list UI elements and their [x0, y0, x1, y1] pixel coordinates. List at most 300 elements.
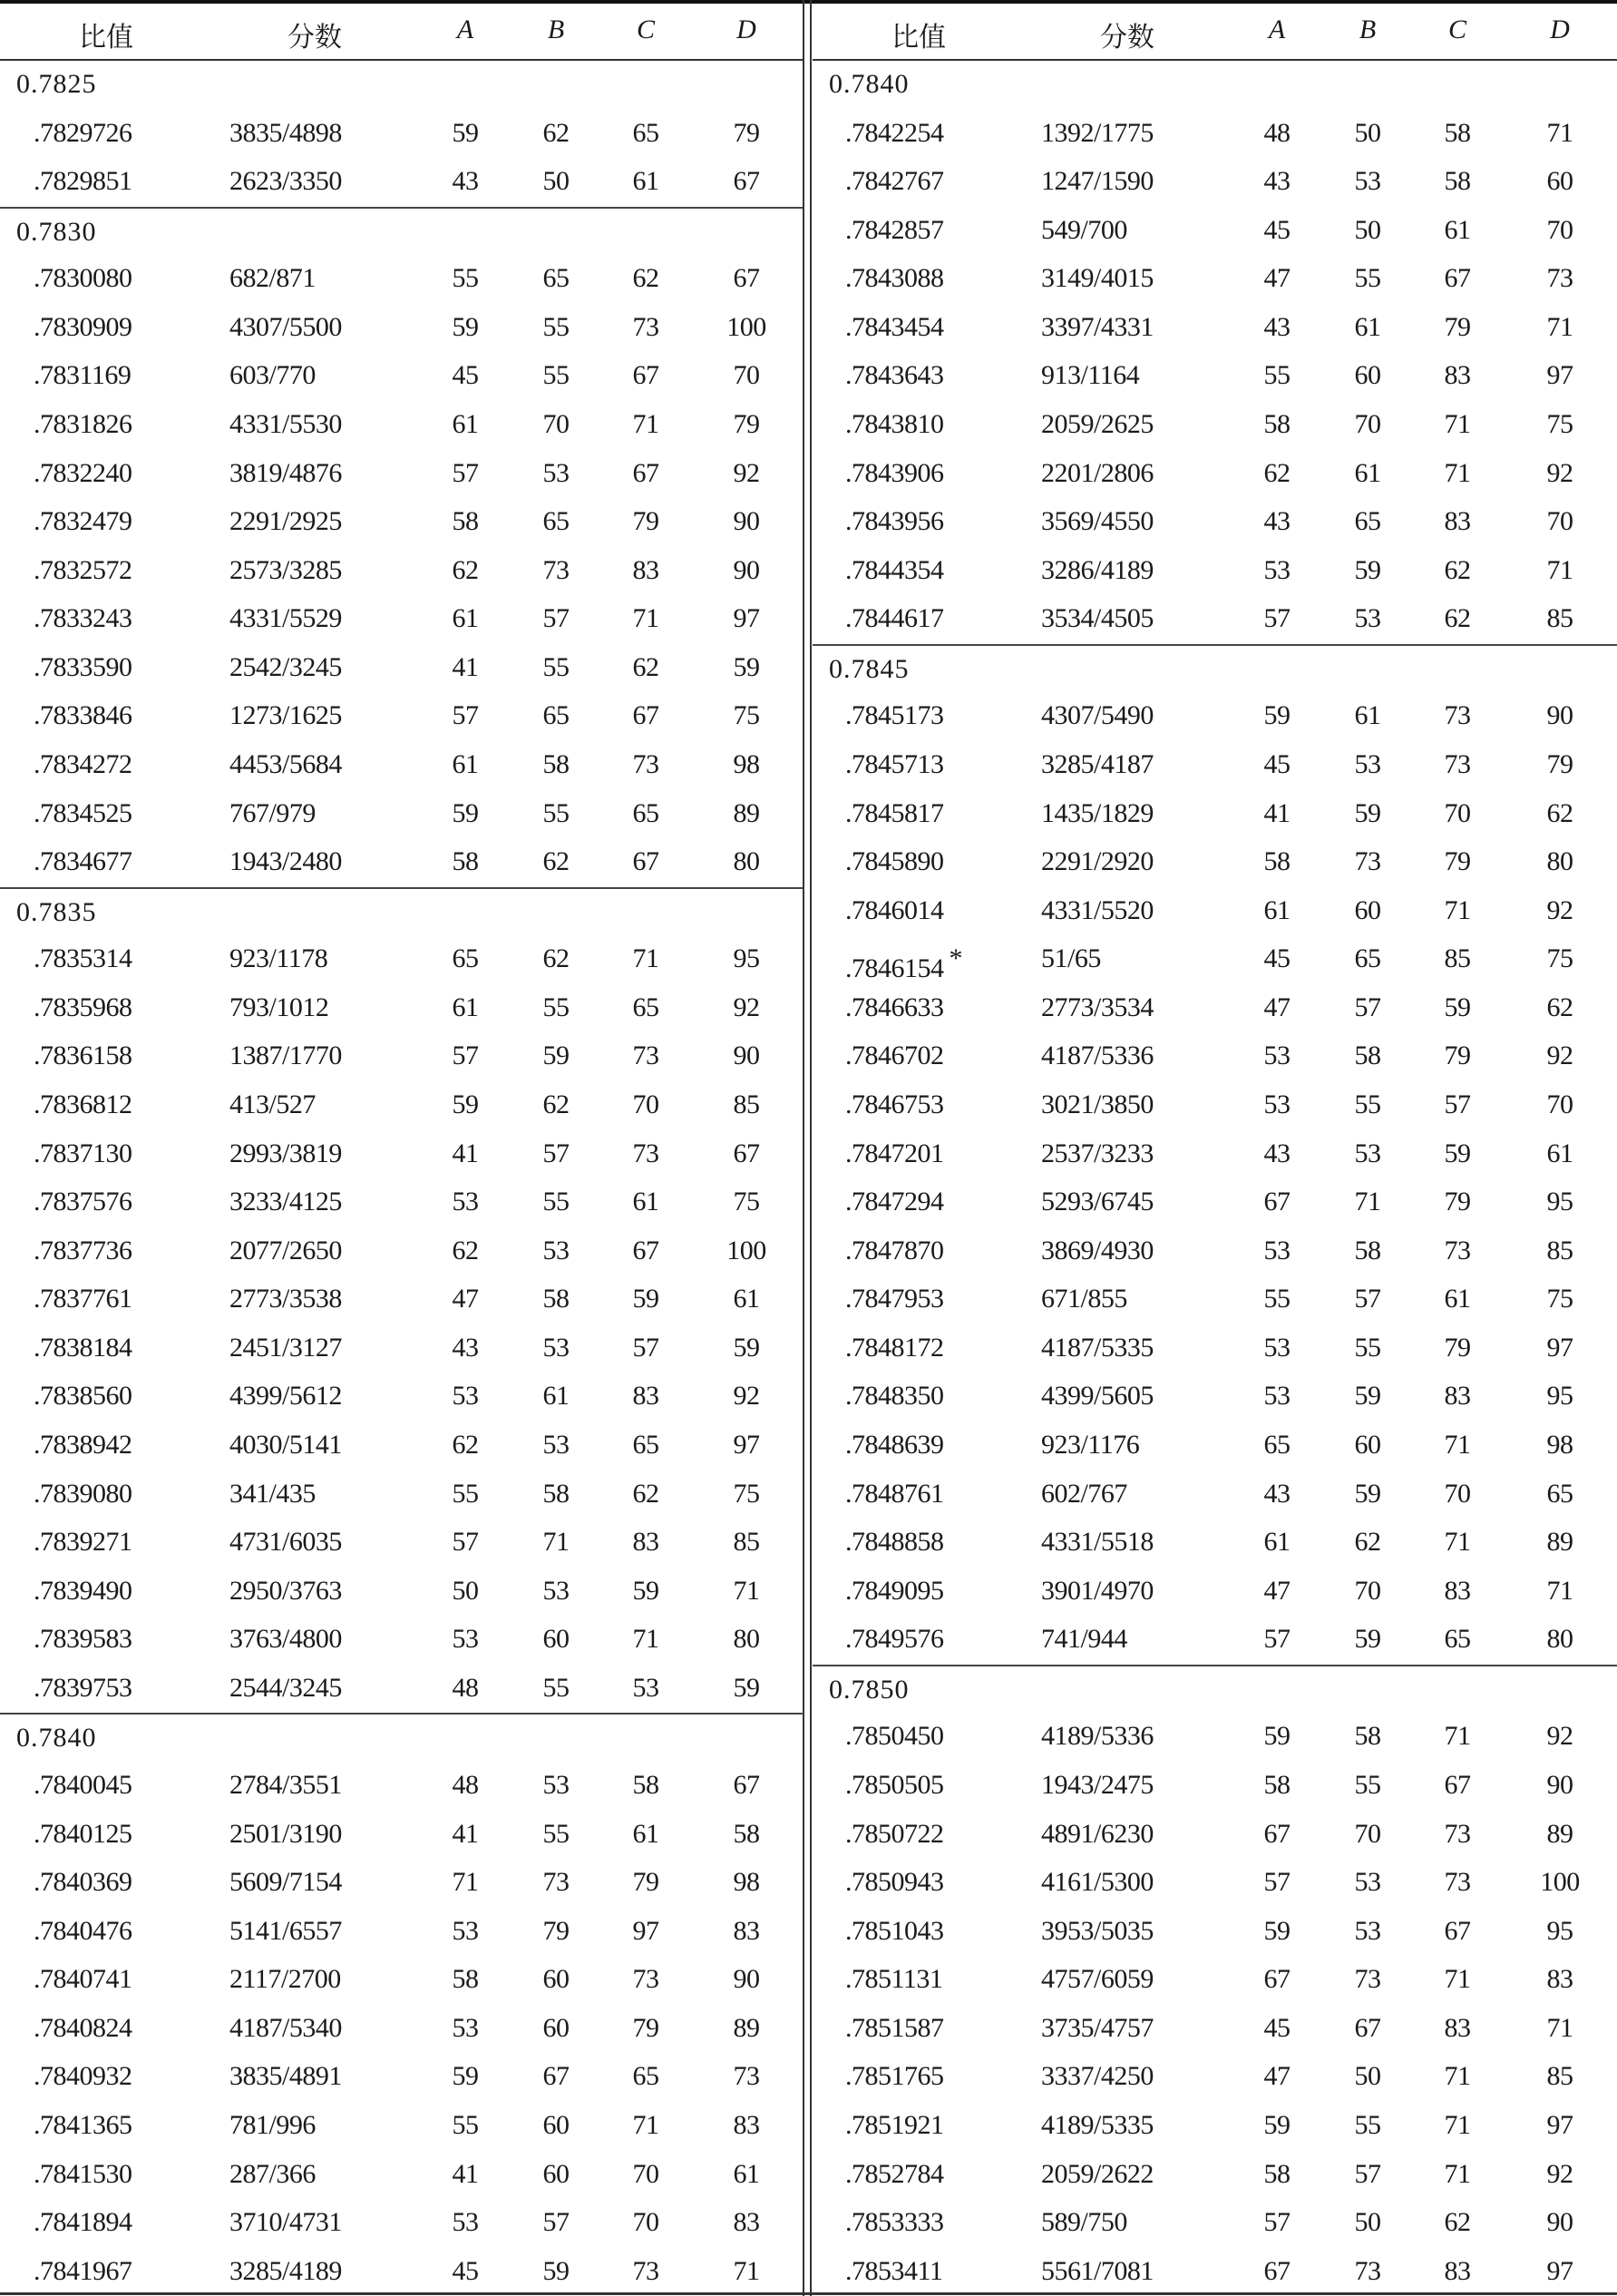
- fraction-cell: [1041, 360, 1139, 391]
- c-cell: [633, 506, 659, 537]
- fraction-cell: [229, 700, 342, 731]
- a-cell: [1264, 1867, 1291, 1898]
- a-cell: [1264, 2256, 1291, 2287]
- a-cell: [453, 1430, 479, 1461]
- b-cell: [543, 1673, 570, 1704]
- c-cell: [1445, 118, 1471, 149]
- a-cell-text: 62: [452, 554, 479, 585]
- b-cell: [1355, 1770, 1381, 1801]
- c-cell-text: 61: [632, 166, 659, 197]
- fraction-cell-text: 5293/6745: [1041, 1187, 1154, 1217]
- d-cell: [734, 409, 760, 440]
- fraction-cell: [1041, 1284, 1127, 1314]
- a-cell-text: 43: [1263, 506, 1291, 537]
- b-cell: [543, 1867, 570, 1898]
- fraction-cell-text: 2542/3245: [229, 651, 342, 682]
- b-cell-text: 53: [1354, 1138, 1381, 1168]
- table-row: [813, 1519, 1617, 1568]
- a-cell-text: 59: [452, 117, 479, 148]
- b-cell: [1355, 1479, 1381, 1509]
- table-header: [0, 4, 804, 61]
- b-cell: [1355, 1089, 1381, 1120]
- fraction-cell: [1041, 506, 1154, 537]
- b-cell-text: 57: [542, 603, 570, 634]
- fraction-cell: [229, 846, 342, 877]
- d-cell-text: 62: [1546, 992, 1573, 1022]
- c-cell-text: 62: [632, 1478, 659, 1509]
- ratio-cell-text: .7847870: [845, 1235, 944, 1265]
- ratio-cell-text: .7843810: [845, 408, 944, 439]
- c-cell: [1445, 603, 1471, 634]
- b-cell-text: 59: [1354, 1624, 1381, 1655]
- fraction-cell-text: 589/750: [1041, 2207, 1127, 2238]
- fraction-cell: [1041, 1089, 1154, 1120]
- c-cell: [1445, 1187, 1471, 1217]
- fraction-cell: [1041, 118, 1154, 149]
- c-cell: [1445, 312, 1471, 343]
- b-cell-text: 57: [1354, 2158, 1381, 2189]
- a-cell-text: 53: [452, 1187, 479, 1217]
- c-cell-text: 65: [1444, 1624, 1471, 1655]
- c-cell-text: 73: [632, 2255, 659, 2286]
- ratio-cell: [34, 1236, 132, 1266]
- a-cell-text: 43: [1263, 166, 1291, 197]
- a-cell: [453, 652, 479, 683]
- ratio-cell: [34, 166, 132, 197]
- b-cell-text: 57: [542, 1138, 570, 1168]
- fraction-cell-text: 4331/5518: [1041, 1527, 1154, 1558]
- ratio-cell-text: .7848350: [845, 1381, 944, 1412]
- ratio-cell-text: .7853411: [845, 2255, 943, 2286]
- table-row: [0, 1324, 804, 1373]
- a-cell: [453, 1673, 479, 1704]
- c-cell-text: 57: [632, 1332, 659, 1363]
- d-cell-text: 71: [1546, 117, 1573, 148]
- table-row: [0, 790, 804, 839]
- c-cell: [1445, 700, 1471, 731]
- b-cell: [543, 409, 570, 440]
- b-cell-text: 58: [542, 1284, 570, 1314]
- table-row: [813, 1616, 1617, 1665]
- d-cell-text: 70: [733, 360, 760, 391]
- fraction-cell: [229, 1479, 316, 1509]
- a-cell-text: 59: [1263, 1915, 1291, 1946]
- ratio-cell: [845, 1381, 944, 1412]
- fraction-cell: [229, 1819, 342, 1850]
- b-cell: [1355, 1624, 1381, 1655]
- c-cell: [1445, 1041, 1471, 1071]
- fraction-cell: [1041, 1576, 1154, 1607]
- d-cell-text: 67: [733, 1138, 760, 1168]
- fraction-cell-text: 4731/6035: [229, 1527, 342, 1558]
- a-cell-text: 65: [1263, 1429, 1291, 1460]
- c-cell-text: 70: [632, 1089, 659, 1119]
- d-cell-text: 89: [1546, 1818, 1573, 1849]
- a-cell: [453, 1138, 479, 1169]
- ratio-cell-text: .7834677: [34, 846, 132, 877]
- d-cell: [734, 1041, 760, 1071]
- ratio-cell: [845, 1819, 944, 1850]
- d-cell-text: 85: [1546, 603, 1573, 634]
- d-cell: [734, 1770, 760, 1801]
- table-row: [813, 1811, 1617, 1860]
- table-row: [0, 1616, 804, 1665]
- c-cell: [1445, 1770, 1471, 1801]
- b-cell: [1355, 846, 1381, 877]
- c-cell-text: 61: [1444, 1284, 1471, 1314]
- a-cell: [453, 1624, 479, 1655]
- d-cell-text: 79: [1546, 748, 1573, 779]
- table-row: [813, 1568, 1617, 1617]
- b-cell-text: 53: [1354, 1867, 1381, 1898]
- ratio-cell-text: .7831826: [34, 408, 132, 439]
- b-cell-text: 60: [542, 1964, 570, 1995]
- d-cell-text: 90: [1546, 700, 1573, 731]
- b-cell-text: 59: [1354, 797, 1381, 828]
- ratio-cell-text: .7837576: [34, 1187, 132, 1217]
- d-cell-text: 92: [733, 457, 760, 488]
- fraction-cell: [229, 555, 342, 586]
- a-cell-text: 61: [1263, 894, 1291, 925]
- c-cell-text: 67: [632, 360, 659, 391]
- b-cell: [1355, 2159, 1381, 2190]
- ratio-cell-text: .7842857: [845, 214, 944, 245]
- table-row: [0, 2053, 804, 2102]
- a-cell-text: 59: [452, 797, 479, 828]
- ratio-cell-text: .7846753: [845, 1089, 944, 1119]
- fraction-cell: [229, 2013, 342, 2044]
- ratio-cell-text: .7843088: [845, 263, 944, 294]
- ratio-cell: [845, 603, 944, 634]
- table-header: [813, 4, 1617, 61]
- a-cell-text: 45: [1263, 2012, 1291, 2043]
- b-cell: [1355, 1916, 1381, 1947]
- d-cell: [1547, 1479, 1573, 1509]
- fraction-cell-text: 4307/5490: [1041, 700, 1154, 731]
- c-cell-text: 65: [632, 2061, 659, 2092]
- fraction-cell-text: 3534/4505: [1041, 603, 1154, 634]
- ratio-cell-text: .7843906: [845, 457, 944, 488]
- a-cell-text: 59: [1263, 1721, 1291, 1752]
- ratio-cell: [34, 992, 132, 1023]
- table-row: [813, 110, 1617, 159]
- header-b: B: [1359, 15, 1377, 44]
- fraction-cell: [1041, 1138, 1154, 1169]
- table-row: [813, 741, 1617, 790]
- b-cell: [543, 992, 570, 1023]
- d-cell: [734, 1916, 760, 1947]
- ratio-cell: [845, 458, 944, 489]
- a-cell-text: 53: [452, 2012, 479, 2043]
- b-cell-text: 57: [542, 2207, 570, 2238]
- ratio-cell: [34, 700, 132, 731]
- c-cell-text: 83: [1444, 2012, 1471, 2043]
- fraction-cell-text: 4331/5529: [229, 603, 342, 634]
- b-cell: [1355, 1138, 1381, 1169]
- group-label: 0.7850: [829, 1674, 910, 1705]
- b-cell-text: 71: [1354, 1187, 1381, 1217]
- c-cell: [633, 1819, 659, 1850]
- b-cell-text: 73: [1354, 846, 1381, 877]
- table-row: [813, 1032, 1617, 1081]
- c-cell: [633, 2159, 659, 2190]
- d-cell: [1547, 603, 1573, 634]
- a-cell: [1264, 749, 1291, 780]
- b-cell-text: 61: [1354, 311, 1381, 342]
- table-row: [0, 1519, 804, 1568]
- ratio-cell: [845, 1721, 944, 1752]
- table-row: [813, 158, 1617, 207]
- c-cell: [633, 652, 659, 683]
- a-cell-text: 55: [452, 2109, 479, 2140]
- ratio-cell: [845, 1576, 944, 1607]
- d-cell: [734, 1333, 760, 1363]
- a-cell: [1264, 895, 1291, 926]
- b-cell-text: 58: [1354, 1721, 1381, 1752]
- ratio-cell: [34, 1479, 132, 1509]
- b-cell: [1355, 166, 1381, 197]
- a-cell-text: 57: [452, 457, 479, 488]
- a-cell: [453, 2256, 479, 2287]
- fraction-cell-text: 2451/3127: [229, 1332, 342, 1363]
- a-cell: [1264, 1089, 1291, 1120]
- ratio-cell-text: .7839583: [34, 1624, 132, 1655]
- c-cell-text: 65: [632, 797, 659, 828]
- fraction-cell-text: 3835/4891: [229, 2061, 342, 2092]
- a-cell: [1264, 2207, 1291, 2238]
- d-cell-text: 97: [1546, 360, 1573, 391]
- b-cell: [1355, 1819, 1381, 1850]
- c-cell: [1445, 1284, 1471, 1314]
- b-cell: [1355, 1576, 1381, 1607]
- a-cell: [453, 360, 479, 391]
- d-cell-text: 100: [1540, 1867, 1580, 1898]
- table-row: [813, 1762, 1617, 1811]
- fraction-cell-text: 1247/1590: [1041, 166, 1154, 197]
- ratio-cell-text: .7840125: [34, 1818, 132, 1849]
- fraction-cell-text: 923/1176: [1041, 1429, 1140, 1460]
- d-cell: [734, 458, 760, 489]
- b-cell-text: 65: [542, 506, 570, 537]
- fraction-cell-text: 549/700: [1041, 214, 1127, 245]
- ratio-cell-text: .7832572: [34, 554, 132, 585]
- c-cell: [633, 1867, 659, 1898]
- d-cell-text: 97: [1546, 2109, 1573, 2140]
- fraction-cell-text: 603/770: [229, 360, 316, 391]
- b-cell: [1355, 360, 1381, 391]
- c-cell: [633, 118, 659, 149]
- ratio-cell-text: .7845713: [845, 748, 944, 779]
- table-row: [813, 1713, 1617, 1762]
- a-cell-text: 43: [1263, 1138, 1291, 1168]
- fraction-cell: [229, 1381, 342, 1412]
- d-cell: [1540, 1867, 1580, 1898]
- a-cell: [453, 1381, 479, 1412]
- d-cell: [1547, 1089, 1573, 1120]
- b-cell-text: 65: [1354, 506, 1381, 537]
- d-cell-text: 98: [733, 748, 760, 779]
- b-cell-text: 53: [542, 457, 570, 488]
- fraction-cell: [229, 360, 316, 391]
- fraction-cell: [229, 1964, 341, 1995]
- a-cell: [1264, 1624, 1291, 1655]
- fraction-cell-text: 3869/4930: [1041, 1235, 1154, 1265]
- c-cell: [1445, 2207, 1471, 2238]
- b-cell-text: 65: [542, 263, 570, 294]
- table-row: [0, 595, 804, 644]
- ratio-cell: [845, 1187, 944, 1217]
- fraction-cell-text: 793/1012: [229, 992, 329, 1022]
- b-cell-text: 79: [542, 1915, 570, 1946]
- fraction-cell-text: 2623/3350: [229, 166, 342, 197]
- c-cell: [1445, 2110, 1471, 2141]
- fraction-cell: [229, 2159, 316, 2190]
- c-cell-text: 79: [632, 2012, 659, 2043]
- a-cell-text: 53: [1263, 1041, 1291, 1071]
- a-cell-text: 58: [1263, 2158, 1291, 2189]
- ratio-cell: [845, 943, 962, 984]
- fraction-cell-text: 51/65: [1041, 943, 1101, 974]
- ratio-cell-text: .7838942: [34, 1429, 132, 1460]
- ratio-cell-text: .7831169: [34, 360, 132, 391]
- d-cell-text: 95: [1546, 1915, 1573, 1946]
- table-row: [813, 887, 1617, 936]
- group-header-row: [813, 1665, 1617, 1714]
- fraction-cell-text: 1943/2480: [229, 846, 342, 877]
- d-cell: [1547, 506, 1573, 537]
- b-cell: [1355, 1964, 1381, 1995]
- c-cell-text: 71: [632, 408, 659, 439]
- d-cell-text: 67: [733, 1769, 760, 1800]
- c-cell-text: 71: [1444, 457, 1471, 488]
- fraction-cell-text: 3021/3850: [1041, 1089, 1154, 1119]
- table-row: [0, 255, 804, 304]
- ratio-cell-text: .7849576: [845, 1624, 944, 1655]
- fraction-cell: [1041, 1041, 1154, 1071]
- fraction-cell-text: 781/996: [229, 2109, 316, 2140]
- a-cell-text: 50: [452, 1575, 479, 1606]
- c-cell: [1445, 1236, 1471, 1266]
- table-row: [0, 1665, 804, 1714]
- a-cell: [1264, 943, 1291, 974]
- fraction-cell: [1041, 1381, 1154, 1412]
- fraction-cell-text: 2573/3285: [229, 554, 342, 585]
- a-cell-text: 41: [452, 1818, 479, 1849]
- header-fraction: 分数: [287, 23, 342, 53]
- c-cell-text: 73: [1444, 1867, 1471, 1898]
- a-cell-text: 41: [452, 651, 479, 682]
- table-row: [813, 692, 1617, 741]
- c-cell-text: 71: [1444, 894, 1471, 925]
- fraction-cell-text: 5141/6557: [229, 1915, 342, 1946]
- ratio-cell: [34, 603, 132, 634]
- b-cell: [543, 846, 570, 877]
- ratio-cell: [34, 943, 132, 974]
- c-cell-text: 61: [632, 1187, 659, 1217]
- fraction-cell-text: 3835/4898: [229, 117, 342, 148]
- table-row: [813, 984, 1617, 1033]
- ratio-cell-text: .7842254: [845, 117, 944, 148]
- fraction-cell: [1041, 1721, 1154, 1752]
- table-row: [813, 1275, 1617, 1324]
- fraction-cell-text: 2077/2650: [229, 1235, 342, 1265]
- table-row: [0, 2199, 804, 2248]
- b-cell: [1355, 992, 1381, 1023]
- table-row: [0, 1373, 804, 1422]
- b-cell: [1355, 506, 1381, 537]
- a-cell-text: 53: [1263, 1089, 1291, 1119]
- header-d: D: [736, 15, 756, 44]
- ratio-cell-text: .7830909: [34, 311, 132, 342]
- b-cell-text: 67: [542, 2061, 570, 2092]
- a-cell-text: 53: [1263, 1235, 1291, 1265]
- a-cell-text: 67: [1263, 2255, 1291, 2286]
- ratio-cell-text: .7846702: [845, 1041, 944, 1071]
- a-cell: [453, 1187, 479, 1217]
- b-cell-text: 62: [542, 846, 570, 877]
- b-cell-text: 60: [542, 2158, 570, 2189]
- table-row: [813, 498, 1617, 547]
- d-cell-text: 59: [733, 1332, 760, 1363]
- d-cell-text: 75: [733, 1187, 760, 1217]
- d-cell-text: 80: [733, 1624, 760, 1655]
- d-cell-text: 92: [1546, 457, 1573, 488]
- c-cell-text: 71: [632, 943, 659, 974]
- d-cell-text: 70: [1546, 214, 1573, 245]
- d-cell: [1547, 1721, 1573, 1752]
- b-cell-text: 70: [1354, 408, 1381, 439]
- a-cell: [1264, 2013, 1291, 2044]
- ratio-cell-text: .7844354: [845, 554, 944, 585]
- b-cell-text: 71: [542, 1527, 570, 1558]
- ratio-cell: [845, 1964, 942, 1995]
- d-cell-text: 95: [733, 943, 760, 974]
- ratio-cell-text: .7850450: [845, 1721, 944, 1752]
- b-cell-text: 67: [1354, 2012, 1381, 2043]
- fraction-cell: [1041, 1236, 1154, 1266]
- b-cell: [1355, 2013, 1381, 2044]
- d-cell: [734, 1089, 760, 1120]
- table-row: [0, 1908, 804, 1957]
- c-cell-text: 62: [632, 263, 659, 294]
- a-cell-text: 65: [452, 943, 479, 974]
- c-cell: [633, 166, 659, 197]
- fraction-cell: [1041, 2110, 1154, 2141]
- a-cell-text: 59: [452, 2061, 479, 2092]
- a-cell-text: 67: [1263, 1964, 1291, 1995]
- ratio-cell: [34, 1138, 132, 1169]
- b-cell-text: 59: [542, 2255, 570, 2286]
- d-cell-text: 89: [1546, 1527, 1573, 1558]
- d-cell-text: 95: [1546, 1381, 1573, 1412]
- a-cell: [1264, 798, 1291, 829]
- b-cell: [543, 458, 570, 489]
- ratio-cell-text: .7844617: [845, 603, 944, 634]
- a-cell: [1264, 1041, 1291, 1071]
- ratio-cell: [845, 1624, 944, 1655]
- d-cell: [734, 2207, 760, 2238]
- c-cell-text: 83: [632, 1381, 659, 1412]
- fraction-cell-text: 2950/3763: [229, 1575, 342, 1606]
- fraction-cell: [229, 1916, 342, 1947]
- d-cell: [1547, 2256, 1573, 2287]
- d-cell-text: 70: [1546, 506, 1573, 537]
- table-row: [813, 1227, 1617, 1276]
- d-cell-text: 98: [1546, 1429, 1573, 1460]
- d-cell: [1547, 1333, 1573, 1363]
- c-cell-text: 71: [632, 1624, 659, 1655]
- ratio-cell-text: .7840045: [34, 1769, 132, 1800]
